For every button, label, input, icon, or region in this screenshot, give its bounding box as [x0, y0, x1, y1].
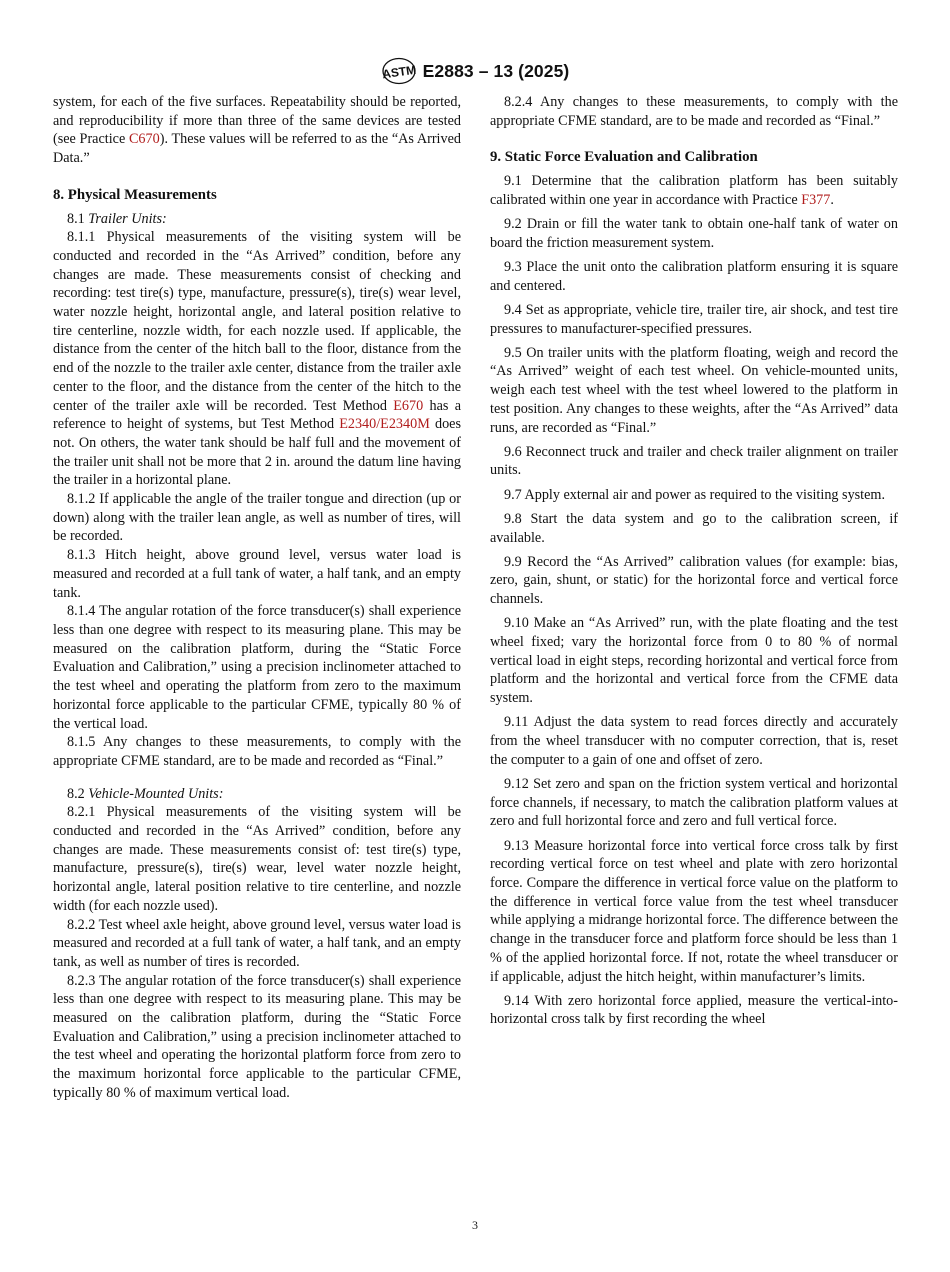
paragraph-9-6: 9.6 Reconnect truck and trailer and check trailer alignment on trailer units. [490, 443, 898, 479]
section-number: 8.2 [67, 785, 89, 802]
paragraph-8-1-1 [53, 228, 461, 490]
link-e670[interactable]: E670 [393, 397, 424, 414]
paragraph-9-10: 9.10 Make an “As Arrived” run, with the plate floating and the test wheel fixed; vary the horizontal force from 0 to 80 % of normal vertical load in eight steps, recording horizontal and vertical force from platform and the horizontal and vertical force from the CFME data system. [490, 615, 898, 707]
paragraph-8-2-1: 8.2.1 Physical measurements of the visiting system will be conducted and recorded in the “As Arrived” condition, before any changes are made. These measurements consist of: test tire(s) type, manufacture, pressure(s), tire(s) wear, level water nozzle height, horizontal angle, lateral position relative to tire centerline, and nozzle width (for each nozzle used). [53, 804, 461, 914]
left-column [53, 93, 461, 1103]
subsection-title: Vehicle-Mounted Units: [88, 785, 224, 802]
page-header [0, 56, 950, 86]
page-number: 3 [472, 1218, 478, 1232]
paragraph-text: 8.1.1 Physical measurements of the visiting system will be conducted and recorded in the “As Arrived” condition, before any changes are made. These measurements consist of checking and recording: test tire(s) type, manufacture, pressure(s), tire(s) wear level, water nozzle height, horizontal angle, and lateral position relative to tire centerline, nozzle width, for each nozzle used. If applicable, the distance from the center of the hitch ball to the floor, distance from the end of the nozzle to the trailer axle center, distance from the trailer axle center to the floor, and the distance from the center of the hitch to the center of the trailer axle will be recorded. Test Method [53, 229, 461, 414]
paragraph-text: has a reference to height of systems, but Test Method [53, 397, 461, 433]
paragraph-8-2-4: 8.2.4 Any changes to these measurements, to comply with the appropriate CFME standard, are to be made and recorded as “Final.” [490, 94, 898, 129]
paragraph-9-5: 9.5 On trailer units with the platform floating, weigh and record the “As Arrived” weight of each test wheel. On vehicle-mounted units, weigh each test wheel with the test wheel lowered to the platform in test position. Any changes to these weights, after the “As Arrived” data runs, are recorded as “Final.” [490, 344, 898, 436]
document-id: E2883 – 13 (2025) [422, 60, 570, 81]
paragraph-text: . [830, 191, 834, 208]
link-c670[interactable]: C670 [128, 131, 160, 148]
link-f377[interactable]: F377 [801, 191, 831, 208]
subsection-8-1 [53, 210, 461, 229]
paragraph-text: system, for each of the five surfaces. Repeatability should be reported, and reproducibility if more than three of the same devices are tested (see Practice [53, 94, 461, 148]
svg-text:ASTM: ASTM [380, 62, 417, 82]
section-number: 8.1 [67, 210, 89, 227]
section-heading-8: 8. Physical Measurements [53, 186, 217, 203]
paragraph-9-9: 9.9 Record the “As Arrived” calibration values (for example: bias, zero, gain, shunt, or static) for the horizontal force and vertical force channels. [490, 553, 898, 608]
paragraph-text: ). These values will be referred to as the “As Arrived Data.” [53, 131, 461, 167]
paragraph-continuation [53, 93, 461, 168]
paragraph-9-11: 9.11 Adjust the data system to read forces directly and accurately from the wheel transducer with no computer correction, that is, reset the computer to a gain of one and offset of zero. [490, 714, 898, 768]
right-column [490, 93, 898, 1029]
paragraph-9-8: 9.8 Start the data system and go to the calibration screen, if available. [490, 510, 898, 546]
paragraph-9-4: 9.4 Set as appropriate, vehicle tire, trailer tire, air shock, and test tire pressures to manufacturer-specified pressures. [490, 301, 898, 337]
paragraph-9-12: 9.12 Set zero and span on the friction system vertical and horizontal force channels, if necessary, to match the calibration platform values at zero and full horizontal force and zero and full vertical force. [490, 776, 898, 830]
subsection-title: Trailer Units: [88, 210, 167, 227]
paragraph-9-13: 9.13 Measure horizontal force into vertical force cross talk by first recording vertical force on test wheel and plate with zero horizontal force. Compare the difference in vertical force value on the platform to the difference in vertical force value from the test wheel transducer while applying a midrange horizontal force. The difference between the change in the transducer force and platform force should be less than 1 % of the applied horizontal force. If not, rotate the wheel transducer or if applicable, adjust the hitch height, within manufacturer’s limits. [490, 837, 898, 985]
paragraph-9-7: 9.7 Apply external air and power as required to the visiting system. [504, 486, 886, 503]
link-e2340[interactable]: E2340/E2340M [339, 416, 430, 433]
paragraph-text: 9.1 Determine that the calibration platform has been suitably calibrated within one year in accordance with Practice [490, 173, 898, 208]
paragraph-8-2-3: 8.2.3 The angular rotation of the force transducer(s) shall experience less than one degree with respect to its measuring plane. This may be measured on the calibration platform, during the “Static Force Evaluation and Calibration,” using a precision inclinometer attached to the test wheel and operating the horizontal platform force from zero to the maximum horizontal force applicable to the particular CFME, typically 80 % of maximum vertical load. [53, 972, 461, 1101]
paragraph-9-3: 9.3 Place the unit onto the calibration platform ensuring it is square and centered. [490, 258, 898, 294]
paragraph-8-1-5: 8.1.5 Any changes to these measurements, to comply with the appropriate CFME standard, are to be made and recorded as “Final.” [53, 734, 461, 769]
paragraph-9-14: 9.14 With zero horizontal force applied, measure the vertical-into-horizontal cross talk by first recording the wheel [490, 992, 898, 1028]
paragraph-8-1-3: 8.1.3 Hitch height, above ground level, versus water load is measured and recorded at a full tank of water, a half tank, and an empty tank. [53, 547, 461, 601]
section-heading-9: 9. Static Force Evaluation and Calibration [490, 149, 758, 166]
subsection-8-2 [53, 785, 461, 804]
paragraph-text: does not. On others, the water tank should be half full and the movement of the trailer unit shall not be more that 2 in. around the datum line having the trailer in a horizontal plane. [53, 416, 461, 489]
astm-logo-icon [381, 57, 417, 85]
paragraph-9-1 [490, 172, 898, 209]
paragraph-8-1-4: 8.1.4 The angular rotation of the force transducer(s) shall experience less than one degree with respect to its measuring plane. This may be measured on the calibration platform, during the “Static Force Evaluation and Calibration,” using a precision inclinometer attached to the test wheel and operating the platform from zero to the maximum horizontal force applicable to the particular CFME, typically 80 % of the vertical load. [53, 603, 461, 732]
paragraph-9-2: 9.2 Drain or fill the water tank to obtain one-half tank of water on board the friction measurement system. [490, 216, 898, 251]
paragraph-8-2-2: 8.2.2 Test wheel axle height, above ground level, versus water load is measured and recorded at a full tank of water, a half tank, and an empty tank, as well as number of tires is recorded. [53, 916, 461, 970]
paragraph-8-1-2: 8.1.2 If applicable the angle of the trailer tongue and direction (up or down) along with the trailer lean angle, as well as number of tires, will be recorded. [53, 491, 461, 545]
